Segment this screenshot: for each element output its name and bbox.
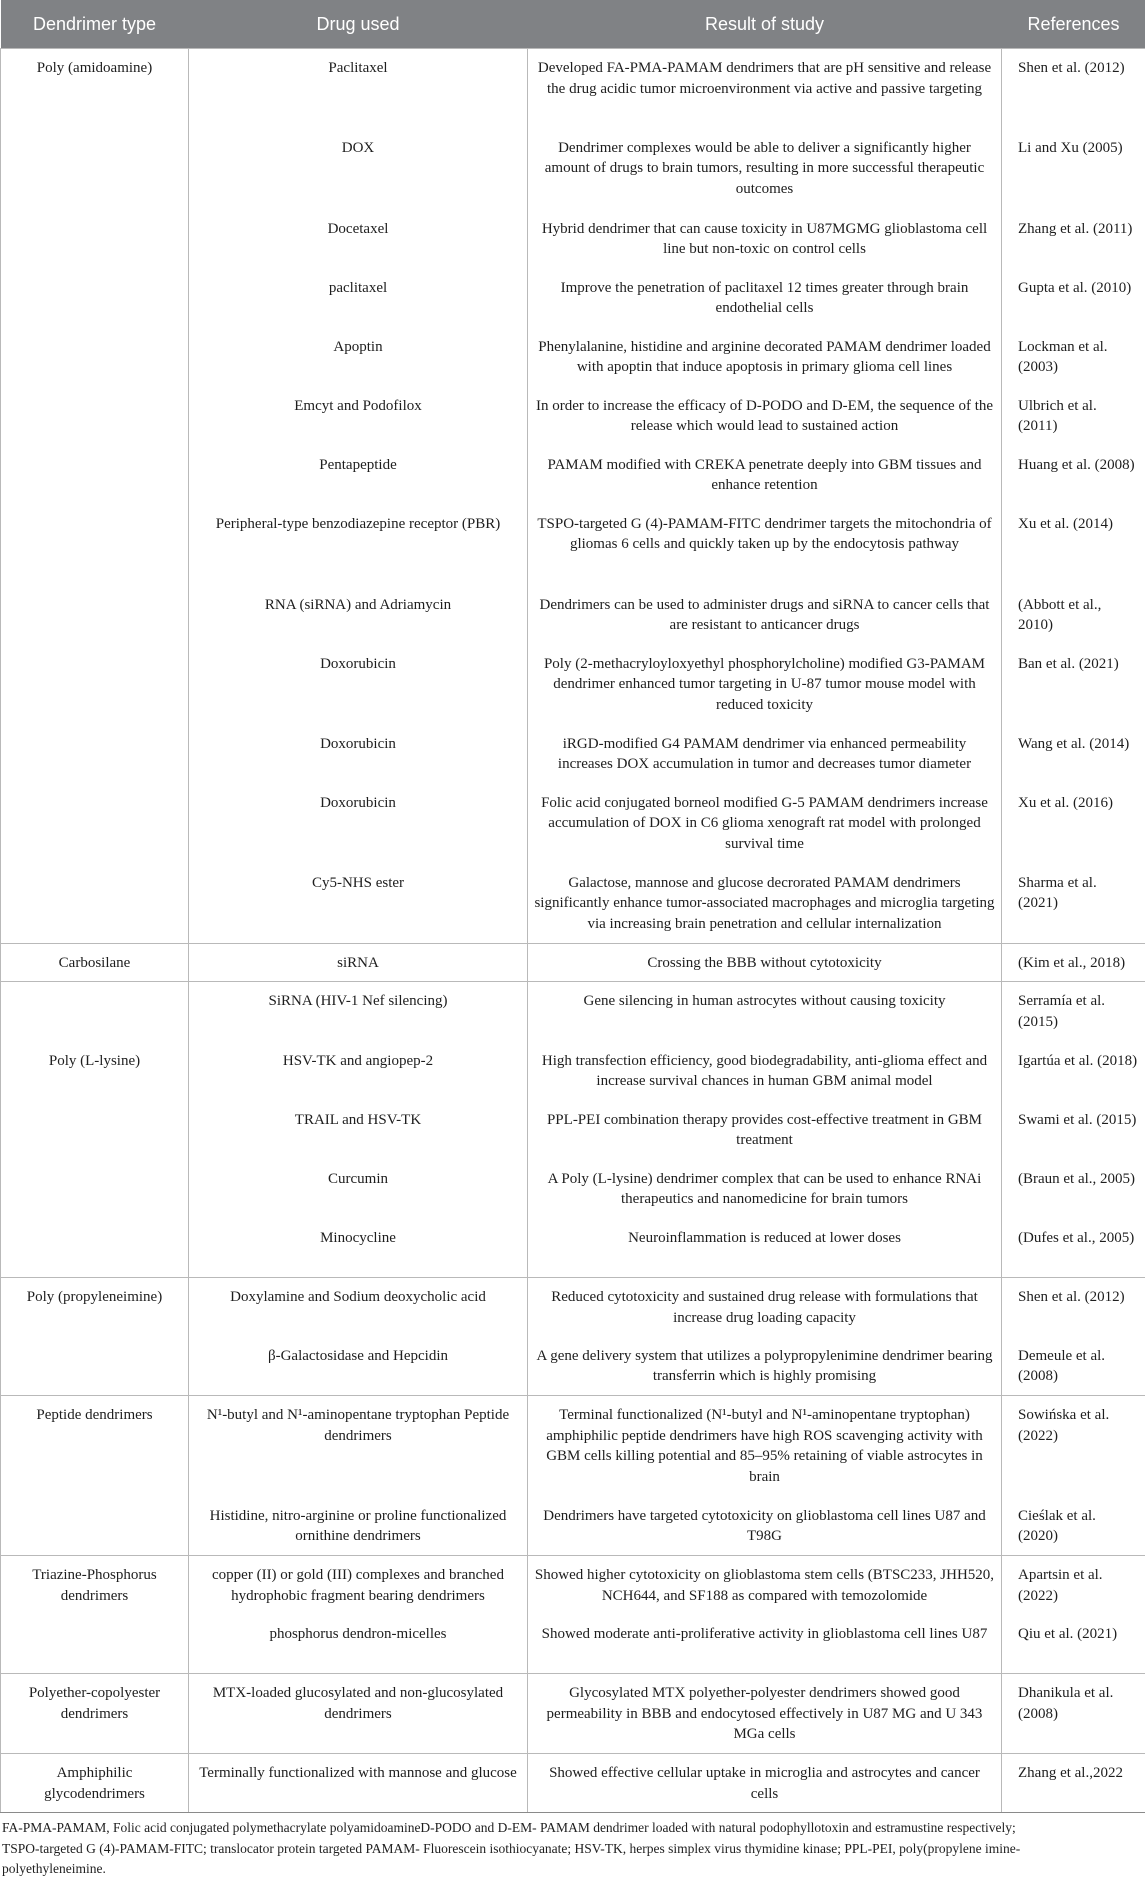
reference-cell: Li and Xu (2005)	[1002, 129, 1145, 210]
drug-used-cell: Emcyt and Podofilox	[189, 387, 528, 446]
drug-used-cell: Terminally functionalized with mannose and glucose	[189, 1754, 528, 1813]
result-cell: iRGD-modified G4 PAMAM dendrimer via enhanced permeability increases DOX accumulation in tumor and decreases tumor diameter	[528, 725, 1002, 784]
reference-cell: Lockman et al. (2003)	[1002, 328, 1145, 387]
drug-used-cell: Doxylamine and Sodium deoxycholic acid	[189, 1278, 528, 1337]
dendrimer-type-cell	[1, 982, 189, 1042]
dendrimer-type-cell	[1, 645, 189, 725]
result-cell: Hybrid dendrimer that can cause toxicity in U87MGMG glioblastoma cell line but non-toxic on control cells	[528, 210, 1002, 269]
table-row	[1, 645, 1145, 725]
table-row	[1, 944, 1145, 982]
dendrimer-type-cell	[1, 586, 189, 645]
result-cell: PAMAM modified with CREKA penetrate deeply into GBM tissues and enhance retention	[528, 446, 1002, 505]
drug-used-cell: Cy5-NHS ester	[189, 864, 528, 944]
reference-cell: Gupta et al. (2010)	[1002, 269, 1145, 328]
reference-cell: Demeule et al. (2008)	[1002, 1337, 1145, 1396]
table-row	[1, 269, 1145, 328]
reference-cell: Xu et al. (2016)	[1002, 784, 1145, 864]
table-row	[1, 210, 1145, 269]
reference-cell: (Abbott et al., 2010)	[1002, 586, 1145, 645]
reference-cell: Cieślak et al. (2020)	[1002, 1497, 1145, 1556]
footnote-line: polyethyleneimine.	[2, 1859, 1143, 1880]
table-row	[1, 1160, 1145, 1219]
dendrimer-type-cell	[1, 269, 189, 328]
reference-cell: Ulbrich et al. (2011)	[1002, 387, 1145, 446]
result-cell: Dendrimers can be used to administer drugs and siRNA to cancer cells that are resistant to anticancer drugs	[528, 586, 1002, 645]
drug-used-cell: HSV-TK and angiopep-2	[189, 1042, 528, 1101]
drug-used-cell: Minocycline	[189, 1219, 528, 1278]
table-row	[1, 49, 1145, 129]
table-row	[1, 505, 1145, 586]
reference-cell: Sharma et al. (2021)	[1002, 864, 1145, 944]
drug-used-cell: Paclitaxel	[189, 49, 528, 129]
result-cell: Poly (2-methacryloyloxyethyl phosphorylcholine) modified G3-PAMAM dendrimer enhanced tumor targeting in U-87 tumor mouse model with reduced toxicity	[528, 645, 1002, 725]
dendrimer-type-cell: Poly (amidoamine)	[1, 49, 189, 129]
table-row	[1, 1674, 1145, 1754]
dendrimer-type-cell	[1, 864, 189, 944]
result-cell: Showed effective cellular uptake in microglia and astrocytes and cancer cells	[528, 1754, 1002, 1813]
table-header	[1, 0, 1145, 49]
dendrimer-type-cell	[1, 210, 189, 269]
result-cell: Reduced cytotoxicity and sustained drug release with formulations that increase drug loading capacity	[528, 1278, 1002, 1337]
dendrimer-type-cell: Poly (propyleneimine)	[1, 1278, 189, 1337]
drug-used-cell: Pentapeptide	[189, 446, 528, 505]
result-cell: Terminal functionalized (N¹-butyl and N¹-aminopentane tryptophan) amphiphilic peptide dendrimers have high ROS scavenging activity with GBM cells killing potential and 85–95% retaining of viable astrocytes in brain	[528, 1396, 1002, 1497]
drug-used-cell: DOX	[189, 129, 528, 210]
footnote-line: TSPO-targeted G (4)-PAMAM-FITC; translocator protein targeted PAMAM- Fluorescein isothiocyanate; HSV-TK, herpes simplex virus thymidine kinase; PPL-PEI, poly(propylene imine-	[2, 1839, 1143, 1860]
dendrimer-type-cell	[1, 1615, 189, 1674]
result-cell: Dendrimers have targeted cytotoxicity on glioblastoma cell lines U87 and T98G	[528, 1497, 1002, 1556]
table-row	[1, 1556, 1145, 1615]
table-row	[1, 1396, 1145, 1497]
dendrimer-type-cell: Triazine-Phosphorus dendrimers	[1, 1556, 189, 1615]
reference-cell: Shen et al. (2012)	[1002, 49, 1145, 129]
table-row	[1, 784, 1145, 864]
result-cell: Phenylalanine, histidine and arginine decorated PAMAM dendrimer loaded with apoptin that induce apoptosis in primary glioma cell lines	[528, 328, 1002, 387]
result-cell: TSPO-targeted G (4)-PAMAM-FITC dendrimer targets the mitochondria of gliomas 6 cells and quickly taken up by the endocytosis pathway	[528, 505, 1002, 586]
drug-used-cell: N¹-butyl and N¹-aminopentane tryptophan Peptide dendrimers	[189, 1396, 528, 1497]
drug-used-cell: copper (II) or gold (III) complexes and branched hydrophobic fragment bearing dendrimers	[189, 1556, 528, 1615]
reference-cell: Zhang et al. (2011)	[1002, 210, 1145, 269]
dendrimer-type-cell	[1, 328, 189, 387]
reference-cell: Sowińska et al. (2022)	[1002, 1396, 1145, 1497]
table-row	[1, 129, 1145, 210]
reference-cell: Qiu et al. (2021)	[1002, 1615, 1145, 1674]
dendrimer-type-cell	[1, 1101, 189, 1160]
drug-used-cell: Doxorubicin	[189, 645, 528, 725]
drug-used-cell: Peripheral-type benzodiazepine receptor (PBR)	[189, 505, 528, 586]
table-row	[1, 1219, 1145, 1278]
result-cell: Neuroinflammation is reduced at lower doses	[528, 1219, 1002, 1278]
result-cell: High transfection efficiency, good biodegradability, anti-glioma effect and increase survival chances in human GBM animal model	[528, 1042, 1002, 1101]
result-cell: PPL-PEI combination therapy provides cost-effective treatment in GBM treatment	[528, 1101, 1002, 1160]
table-row	[1, 586, 1145, 645]
result-cell: Showed moderate anti-proliferative activity in glioblastoma cell lines U87	[528, 1615, 1002, 1674]
table-footnote	[0, 1813, 1145, 1880]
drug-used-cell: Docetaxel	[189, 210, 528, 269]
table-row	[1, 1615, 1145, 1674]
table-row	[1, 446, 1145, 505]
dendrimer-type-cell	[1, 446, 189, 505]
table-row	[1, 387, 1145, 446]
result-cell: A Poly (L-lysine) dendrimer complex that can be used to enhance RNAi therapeutics and nanomedicine for brain tumors	[528, 1160, 1002, 1219]
table-row	[1, 1101, 1145, 1160]
drug-used-cell: β-Galactosidase and Hepcidin	[189, 1337, 528, 1396]
reference-cell: Wang et al. (2014)	[1002, 725, 1145, 784]
result-cell: Galactose, mannose and glucose decrorated PAMAM dendrimers significantly enhance tumor-associated macrophages and microglia targeting via increasing brain penetration and cellular internalization	[528, 864, 1002, 944]
dendrimer-type-cell	[1, 725, 189, 784]
reference-cell: Zhang et al.,2022	[1002, 1754, 1145, 1813]
table-row	[1, 982, 1145, 1042]
drug-used-cell: siRNA	[189, 944, 528, 982]
reference-cell: Serramía et al. (2015)	[1002, 982, 1145, 1042]
table-row	[1, 1278, 1145, 1337]
reference-cell: Dhanikula et al. (2008)	[1002, 1674, 1145, 1754]
reference-cell: Shen et al. (2012)	[1002, 1278, 1145, 1337]
drug-used-cell: Curcumin	[189, 1160, 528, 1219]
result-cell: Improve the penetration of paclitaxel 12 times greater through brain endothelial cells	[528, 269, 1002, 328]
result-cell: In order to increase the efficacy of D-PODO and D-EM, the sequence of the release which would lead to sustained action	[528, 387, 1002, 446]
footnote-line: FA-PMA-PAMAM, Folic acid conjugated polymethacrylate polyamidoamineD-PODO and D-EM- PAMAM dendrimer loaded with natural podophyllotoxin and estramustine respectively;	[2, 1818, 1143, 1839]
result-cell: Dendrimer complexes would be able to deliver a significantly higher amount of drugs to brain tumors, resulting in more successful therapeutic outcomes	[528, 129, 1002, 210]
result-cell: Crossing the BBB without cytotoxicity	[528, 944, 1002, 982]
drug-used-cell: Apoptin	[189, 328, 528, 387]
table-row	[1, 725, 1145, 784]
dendrimer-type-cell: Poly (L-lysine)	[1, 1042, 189, 1101]
dendrimer-type-cell	[1, 387, 189, 446]
header-references: References	[1002, 0, 1145, 49]
header-row	[1, 0, 1145, 49]
result-cell: A gene delivery system that utilizes a polypropylenimine dendrimer bearing transferrin which is highly promising	[528, 1337, 1002, 1396]
table-row	[1, 1754, 1145, 1813]
reference-cell: Xu et al. (2014)	[1002, 505, 1145, 586]
drug-used-cell: phosphorus dendron-micelles	[189, 1615, 528, 1674]
reference-cell: Huang et al. (2008)	[1002, 446, 1145, 505]
table-body	[1, 49, 1145, 1813]
reference-cell: (Dufes et al., 2005)	[1002, 1219, 1145, 1278]
dendrimer-type-cell: Peptide dendrimers	[1, 1396, 189, 1497]
reference-cell: (Braun et al., 2005)	[1002, 1160, 1145, 1219]
drug-used-cell: Histidine, nitro-arginine or proline functionalized ornithine dendrimers	[189, 1497, 528, 1556]
table-row	[1, 1497, 1145, 1556]
drug-used-cell: MTX-loaded glucosylated and non-glucosylated dendrimers	[189, 1674, 528, 1754]
header-result-of-study: Result of study	[528, 0, 1002, 49]
table-row	[1, 1042, 1145, 1101]
result-cell: Gene silencing in human astrocytes without causing toxicity	[528, 982, 1002, 1042]
dendrimer-type-cell: Carbosilane	[1, 944, 189, 982]
header-dendrimer-type: Dendrimer type	[1, 0, 189, 49]
reference-cell: Igartúa et al. (2018)	[1002, 1042, 1145, 1101]
drug-used-cell: TRAIL and HSV-TK	[189, 1101, 528, 1160]
reference-cell: Swami et al. (2015)	[1002, 1101, 1145, 1160]
reference-cell: Ban et al. (2021)	[1002, 645, 1145, 725]
drug-used-cell: paclitaxel	[189, 269, 528, 328]
dendrimer-type-cell: Polyether-copolyester dendrimers	[1, 1674, 189, 1754]
dendrimer-type-cell	[1, 129, 189, 210]
result-cell: Glycosylated MTX polyether-polyester dendrimers showed good permeability in BBB and endocytosed effectively in U87 MG and U 343 MGa cells	[528, 1674, 1002, 1754]
dendrimer-type-cell	[1, 1160, 189, 1219]
reference-cell: (Kim et al., 2018)	[1002, 944, 1145, 982]
dendrimer-type-cell	[1, 1337, 189, 1396]
result-cell: Showed higher cytotoxicity on glioblastoma stem cells (BTSC233, JHH520, NCH644, and SF188 as compared with temozolomide	[528, 1556, 1002, 1615]
dendrimer-type-cell	[1, 784, 189, 864]
drug-used-cell: Doxorubicin	[189, 784, 528, 864]
drug-used-cell: RNA (siRNA) and Adriamycin	[189, 586, 528, 645]
dendrimer-type-cell	[1, 505, 189, 586]
table-row	[1, 1337, 1145, 1396]
reference-cell: Apartsin et al. (2022)	[1002, 1556, 1145, 1615]
table-row	[1, 328, 1145, 387]
drug-used-cell: Doxorubicin	[189, 725, 528, 784]
dendrimer-type-cell	[1, 1497, 189, 1556]
table-row	[1, 864, 1145, 944]
result-cell: Folic acid conjugated borneol modified G-5 PAMAM dendrimers increase accumulation of DOX in C6 glioma xenograft rat model with prolonged survival time	[528, 784, 1002, 864]
result-cell: Developed FA-PMA-PAMAM dendrimers that are pH sensitive and release the drug acidic tumor microenvironment via active and passive targeting	[528, 49, 1002, 129]
header-drug-used: Drug used	[189, 0, 528, 49]
dendrimer-type-cell	[1, 1219, 189, 1278]
dendrimer-type-cell: Amphiphilic glycodendrimers	[1, 1754, 189, 1813]
drug-used-cell: SiRNA (HIV-1 Nef silencing)	[189, 982, 528, 1042]
